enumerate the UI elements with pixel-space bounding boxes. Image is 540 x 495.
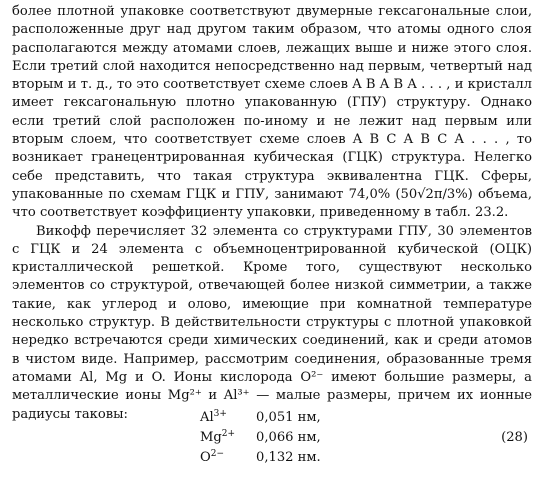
ionic-radius-row <box>200 448 376 468</box>
ion-symbol <box>200 428 256 448</box>
ionic-radius-row <box>200 408 376 428</box>
equation-number: (28) <box>501 430 528 445</box>
ion-symbol <box>200 448 256 468</box>
ion-radius: 0,132 нм. <box>256 450 321 465</box>
ion-radius: 0,066 нм, <box>256 430 321 445</box>
ion-charge: 2− <box>210 449 225 459</box>
ion-radius: 0,051 нм, <box>256 410 321 425</box>
ion-charge: 3+ <box>213 409 227 419</box>
paragraph-close-packing: более плотной упаковке соответствуют двумерные гексагональные слои, расположенные друг над другом таким образом, что атомы одного слоя располагаются между атомами слоев, лежащих выше и ниже этого слоя. Если третий слой находится непосредственно над первым, четвертый над вторым и т. д., то это соответствует схеме слоев A B A B A . . . , и кристалл имеет гексагональную плотно упакованную (ГПУ) структуру. Однако если третий слой расположен по-иному и не лежит над первым или вторым слоем, что соответствует схеме слоев A B C A B C A . . . , то возникает гранецентрированная кубическая (ГЦК) структура. Нелегко себе представить, что такая структура эквивалентна ГЦК. Сферы, упакованные по схемам ГЦК и ГПУ, занимают 74,0% (50√2π/3%) объема, что соответствует коэффициенту упаковки, приведенному в табл. 23.2. <box>12 4 532 221</box>
ionic-radii-table <box>200 408 376 468</box>
paragraph-wyckoff: Викофф перечисляет 32 элемента со структурами ГПУ, 30 элементов с ГЦК и 24 элемента с объемноцентрированной кубической (ОЦК) кристаллической решеткой. Кроме того, существуют несколько элементов со структурой, отвечающей более низкой симметрии, а также такие, как углерод и олово, имеющие при комнатной температуре несколько структур. В действительности структуры с плотной упаковкой нередко встречаются среди химических соединений, как и среди атомов в чистом виде. Например, рассмотрим соединения, образованные тремя атомами Al, Mg и O. Ионы кислорода O²⁻ имеют большие размеры, а металлические ионы Mg²⁺ и Al³⁺ — малые размеры, причем их ионные радиусы таковы: <box>12 223 532 422</box>
ion-element: O <box>200 450 211 465</box>
ionic-radius-row <box>200 428 376 448</box>
ion-symbol <box>200 408 256 428</box>
ion-charge: 2+ <box>221 429 236 439</box>
ion-element: Al <box>200 410 214 425</box>
ion-element: Mg <box>200 430 222 445</box>
